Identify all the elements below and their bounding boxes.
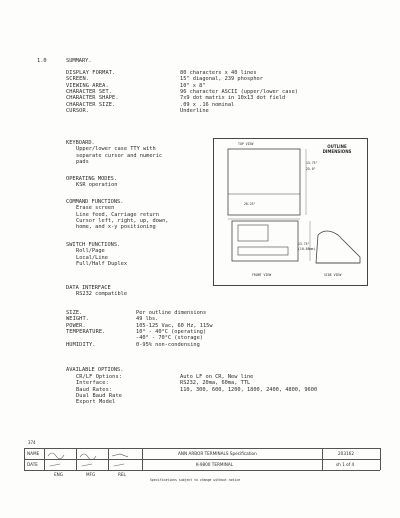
- col-label-rel: REL: [118, 472, 126, 477]
- physical-value: 105-125 Vac, 60 Hz, 115w: [136, 322, 213, 329]
- figure-title-line2: DIMENSIONS: [322, 148, 352, 154]
- keyboard-line: separate cursor and numeric: [76, 152, 163, 159]
- title-block-col5: [322, 448, 323, 470]
- width-dim-label: 20.25": [244, 202, 256, 206]
- signature-mfg: [80, 454, 96, 460]
- option-value: Auto LF on CR, New line: [180, 374, 254, 380]
- option-label: CR/LF Options:: [76, 374, 123, 380]
- physical-value: Per outline dimensions: [136, 310, 207, 316]
- physical-label: WEIGHT.: [66, 316, 90, 323]
- spec-value: .09 x .16 nominal: [180, 101, 235, 108]
- footnote: Specifications subject to change without notice: [150, 478, 241, 482]
- physical-value: 0-95% non-condensing: [136, 341, 200, 348]
- command-functions-heading: COMMAND FUNCTIONS.: [66, 199, 124, 205]
- command-functions-line: Cursor left, right, up, down,: [76, 217, 169, 224]
- company-spec-title: ANN ARBOR TERMINALS Specification: [178, 451, 257, 456]
- operating-modes-heading: OPERATING MODES.: [66, 176, 118, 182]
- spec-label: VIEWING AREA.: [66, 82, 109, 89]
- date-mfg: [82, 464, 92, 466]
- switch-functions-line: Full/Half Duplex: [76, 260, 128, 267]
- switch-functions-line: Roll/Page: [76, 248, 105, 255]
- date-eng: [50, 464, 60, 466]
- row-label-date: DATE: [27, 462, 38, 467]
- date-rel: [114, 464, 124, 466]
- options-heading: AVAILABLE OPTIONS.: [66, 367, 124, 373]
- front-view-screen: [238, 225, 268, 241]
- front-view-keyboard: [238, 247, 288, 255]
- col-label-mfg: MFG: [86, 472, 96, 477]
- doc-number: 203162: [338, 451, 354, 456]
- front-view-label: FRONT VIEW: [252, 273, 272, 277]
- spec-label: SCREEN.: [66, 76, 90, 83]
- section-number: 1.0: [37, 58, 47, 64]
- physical-label: HUMIDITY.: [66, 341, 96, 348]
- spec-label: CHARACTER SET.: [66, 88, 113, 95]
- row-label-name: NAME: [27, 451, 40, 456]
- keyboard-heading: KEYBOARD.: [66, 140, 95, 146]
- command-functions-line: home, and x-y positioning: [76, 224, 156, 231]
- section-title: SUMMARY.: [66, 58, 92, 64]
- title-block-left-rule: [24, 448, 25, 470]
- spec-value: Underline: [180, 107, 209, 114]
- option-value: 110, 300, 600, 1200, 1800, 2400, 4800, 9600: [180, 386, 318, 393]
- top-view-label: TOP VIEW: [238, 142, 254, 146]
- height-dim-label: 13.75": [306, 161, 318, 165]
- outline-drawing: [214, 139, 367, 285]
- signature-eng: [48, 453, 64, 459]
- top-view-outline: [228, 149, 300, 215]
- data-interface-line: RS232 compatible: [76, 291, 128, 298]
- keyboard-line: pads: [76, 158, 89, 165]
- spec-label: CHARACTER SHAPE.: [66, 95, 119, 102]
- spec-label: CURSOR.: [66, 107, 90, 114]
- spec-label: CHARACTER SIZE.: [66, 101, 116, 108]
- command-functions-line: Line feed, Carriage return: [76, 211, 159, 218]
- physical-value: 49 lbs.: [136, 316, 159, 323]
- spec-value: 7x9 dot matrix in 10x13 dot field: [180, 95, 286, 102]
- sheet-number: sh 1 of 4: [336, 462, 355, 467]
- spec-value: 15" diagonal, 239 phosphor: [180, 76, 263, 83]
- page-mark: 374: [28, 440, 36, 445]
- command-functions-line: Erase screen: [76, 205, 115, 212]
- switch-functions-line: Local/Line: [76, 254, 108, 261]
- physical-label: SIZE.: [66, 310, 83, 316]
- physical-label: TEMPERATURE.: [66, 328, 106, 335]
- physical-value: -40° - 70°C (storage): [136, 335, 203, 342]
- operating-modes-line: KSR operation: [76, 182, 118, 189]
- product-title: K-9800 TERMINAL: [196, 462, 234, 467]
- signature-rel: [112, 454, 128, 457]
- spec-label: DISPLAY FORMAT.: [66, 70, 116, 76]
- spec-value: 96 character ASCII (upper/lower case): [180, 88, 298, 95]
- option-label: Interface:: [76, 380, 109, 387]
- physical-label: POWER.: [66, 322, 86, 329]
- side-dim-label: (10.88mm): [298, 247, 316, 251]
- keyboard-dim-label: 13.75": [298, 242, 310, 246]
- figure-title-line1: OUTLINE: [327, 144, 347, 149]
- option-label: Dual Baud Rate: [76, 392, 123, 399]
- switch-functions-heading: SWITCH FUNCTIONS.: [66, 242, 121, 248]
- signature-marks: [44, 448, 144, 470]
- title-block-right-rule: [380, 448, 381, 470]
- spec-value: 80 characters x 40 lines: [180, 70, 257, 76]
- physical-value: 10° - 40°C (operating): [136, 328, 207, 335]
- option-value: RS232, 20ma, 60ma, TTL: [180, 380, 251, 387]
- data-interface-heading: DATA INTERFACE: [66, 285, 111, 291]
- outline-figure: [213, 138, 368, 286]
- depth-dim-label: 25.0": [306, 167, 316, 171]
- option-label: Baud Rates:: [76, 386, 113, 393]
- title-block-bottom-rule: [24, 470, 380, 471]
- spec-value: 10" x 8": [180, 82, 206, 89]
- keyboard-line: Upper/lower case TTY with: [76, 146, 156, 153]
- option-label: Export Model: [76, 399, 116, 406]
- side-view-outline: [316, 231, 360, 263]
- col-label-eng: ENG: [54, 472, 64, 477]
- side-view-label: SIDE VIEW: [324, 273, 342, 277]
